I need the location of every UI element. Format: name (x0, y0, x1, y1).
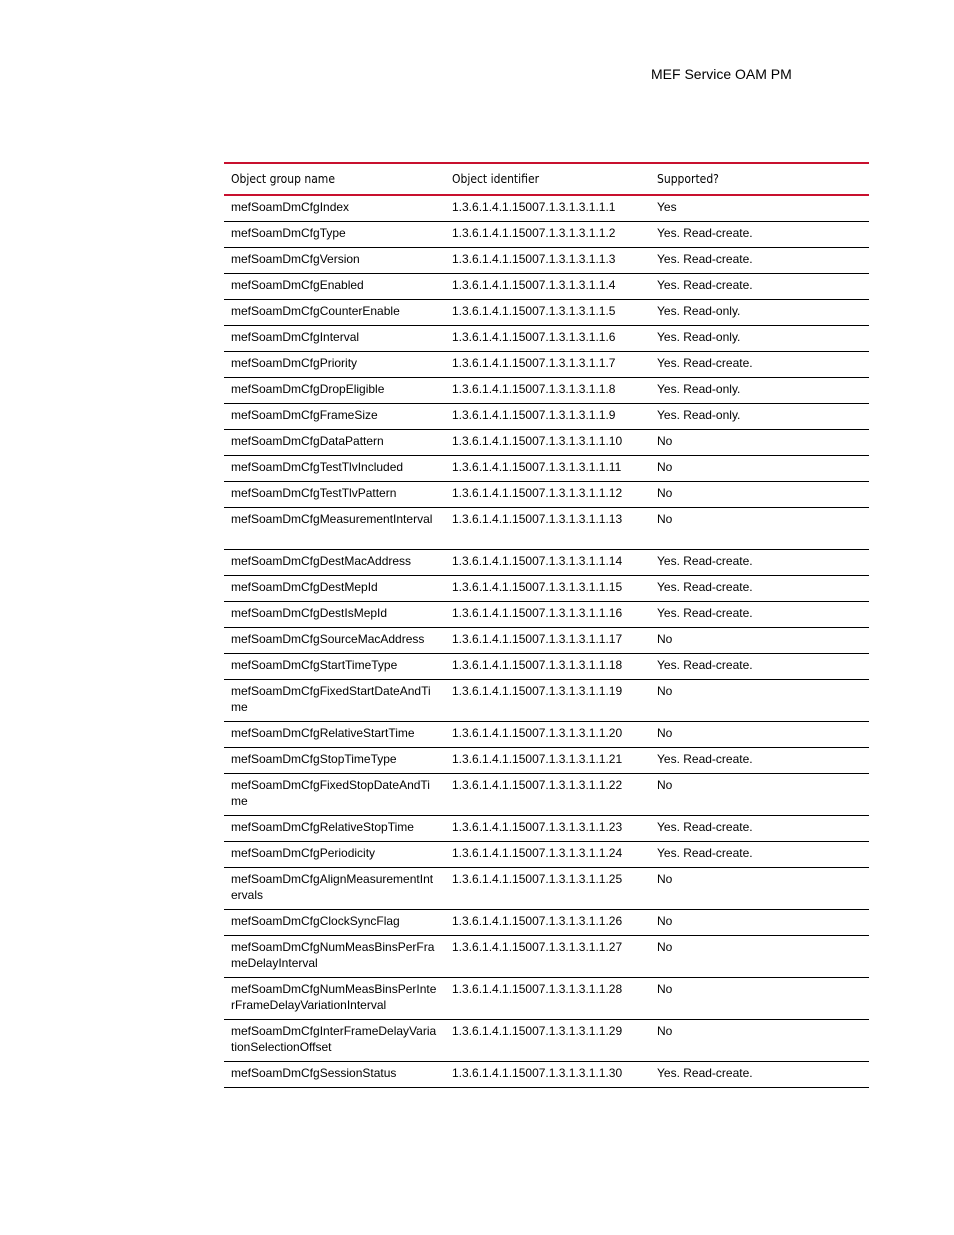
object-group-name-cell: mefSoamDmCfgMeasurementInterval (224, 508, 445, 550)
object-group-name-cell: mefSoamDmCfgRelativeStopTime (224, 816, 445, 842)
object-identifier-cell: 1.3.6.1.4.1.15007.1.3.1.3.1.1.9 (445, 404, 650, 430)
object-identifier-cell: 1.3.6.1.4.1.15007.1.3.1.3.1.1.17 (445, 628, 650, 654)
object-identifier-cell: 1.3.6.1.4.1.15007.1.3.1.3.1.1.29 (445, 1020, 650, 1062)
supported-cell: Yes. Read-create. (650, 602, 869, 628)
object-group-name-cell: mefSoamDmCfgFixedStopDateAndTime (224, 774, 445, 816)
supported-cell: Yes. Read-only. (650, 300, 869, 326)
column-header-supported: Supported? (650, 163, 869, 195)
object-identifier-cell: 1.3.6.1.4.1.15007.1.3.1.3.1.1.13 (445, 508, 650, 550)
object-group-name-cell: mefSoamDmCfgCounterEnable (224, 300, 445, 326)
object-identifier-cell: 1.3.6.1.4.1.15007.1.3.1.3.1.1.19 (445, 680, 650, 722)
column-header-object-identifier: Object identifier (445, 163, 650, 195)
object-identifier-cell: 1.3.6.1.4.1.15007.1.3.1.3.1.1.2 (445, 222, 650, 248)
table-row (224, 378, 869, 404)
object-group-name-cell: mefSoamDmCfgEnabled (224, 274, 445, 300)
supported-cell: Yes. Read-create. (650, 1062, 869, 1088)
supported-cell: Yes. Read-create. (650, 274, 869, 300)
object-group-name-cell: mefSoamDmCfgClockSyncFlag (224, 910, 445, 936)
supported-cell: No (650, 978, 869, 1020)
object-identifier-cell: 1.3.6.1.4.1.15007.1.3.1.3.1.1.28 (445, 978, 650, 1020)
supported-cell: No (650, 430, 869, 456)
supported-cell: Yes. Read-create. (650, 222, 869, 248)
supported-cell: No (650, 722, 869, 748)
table-row (224, 430, 869, 456)
object-identifier-cell: 1.3.6.1.4.1.15007.1.3.1.3.1.1.11 (445, 456, 650, 482)
object-identifier-cell: 1.3.6.1.4.1.15007.1.3.1.3.1.1.25 (445, 868, 650, 910)
supported-cell: No (650, 868, 869, 910)
object-group-name-cell: mefSoamDmCfgFixedStartDateAndTime (224, 680, 445, 722)
object-identifier-cell: 1.3.6.1.4.1.15007.1.3.1.3.1.1.12 (445, 482, 650, 508)
supported-cell: No (650, 1020, 869, 1062)
object-identifier-cell: 1.3.6.1.4.1.15007.1.3.1.3.1.1.7 (445, 352, 650, 378)
table-row (224, 248, 869, 274)
mib-object-table (224, 162, 869, 1088)
object-identifier-cell: 1.3.6.1.4.1.15007.1.3.1.3.1.1.21 (445, 748, 650, 774)
supported-cell: Yes (650, 195, 869, 222)
object-identifier-cell: 1.3.6.1.4.1.15007.1.3.1.3.1.1.18 (445, 654, 650, 680)
table-row (224, 1062, 869, 1088)
table-row (224, 550, 869, 576)
supported-cell: Yes. Read-only. (650, 404, 869, 430)
table-row (224, 300, 869, 326)
table-row (224, 816, 869, 842)
object-identifier-cell: 1.3.6.1.4.1.15007.1.3.1.3.1.1.4 (445, 274, 650, 300)
supported-cell: Yes. Read-create. (650, 352, 869, 378)
supported-cell: Yes. Read-create. (650, 248, 869, 274)
object-identifier-cell: 1.3.6.1.4.1.15007.1.3.1.3.1.1.1 (445, 195, 650, 222)
supported-cell: Yes. Read-create. (650, 550, 869, 576)
table-row (224, 326, 869, 352)
table-row (224, 978, 869, 1020)
object-identifier-cell: 1.3.6.1.4.1.15007.1.3.1.3.1.1.20 (445, 722, 650, 748)
supported-cell: Yes. Read-create. (650, 576, 869, 602)
object-group-name-cell: mefSoamDmCfgTestTlvIncluded (224, 456, 445, 482)
object-group-name-cell: mefSoamDmCfgDataPattern (224, 430, 445, 456)
table-row (224, 628, 869, 654)
object-group-name-cell: mefSoamDmCfgAlignMeasurementIntervals (224, 868, 445, 910)
table-row (224, 456, 869, 482)
supported-cell: Yes. Read-create. (650, 816, 869, 842)
object-group-name-cell: mefSoamDmCfgStopTimeType (224, 748, 445, 774)
object-identifier-cell: 1.3.6.1.4.1.15007.1.3.1.3.1.1.6 (445, 326, 650, 352)
object-identifier-cell: 1.3.6.1.4.1.15007.1.3.1.3.1.1.27 (445, 936, 650, 978)
object-identifier-cell: 1.3.6.1.4.1.15007.1.3.1.3.1.1.3 (445, 248, 650, 274)
table-row (224, 482, 869, 508)
supported-cell: No (650, 936, 869, 978)
object-group-name-cell: mefSoamDmCfgDestMacAddress (224, 550, 445, 576)
object-group-name-cell: mefSoamDmCfgTestTlvPattern (224, 482, 445, 508)
table-row (224, 842, 869, 868)
table-row (224, 404, 869, 430)
supported-cell: No (650, 680, 869, 722)
object-identifier-cell: 1.3.6.1.4.1.15007.1.3.1.3.1.1.30 (445, 1062, 650, 1088)
object-identifier-cell: 1.3.6.1.4.1.15007.1.3.1.3.1.1.16 (445, 602, 650, 628)
object-group-name-cell: mefSoamDmCfgSourceMacAddress (224, 628, 445, 654)
table-row (224, 654, 869, 680)
object-identifier-cell: 1.3.6.1.4.1.15007.1.3.1.3.1.1.26 (445, 910, 650, 936)
object-group-name-cell: mefSoamDmCfgDestMepId (224, 576, 445, 602)
table-row (224, 936, 869, 978)
table-row (224, 508, 869, 550)
object-identifier-cell: 1.3.6.1.4.1.15007.1.3.1.3.1.1.22 (445, 774, 650, 816)
object-group-name-cell: mefSoamDmCfgStartTimeType (224, 654, 445, 680)
supported-cell: Yes. Read-create. (650, 842, 869, 868)
table-body (224, 195, 869, 1088)
table-row (224, 274, 869, 300)
object-group-name-cell: mefSoamDmCfgFrameSize (224, 404, 445, 430)
object-group-name-cell: mefSoamDmCfgNumMeasBinsPerFrameDelayInterval (224, 936, 445, 978)
table-row (224, 1020, 869, 1062)
object-identifier-cell: 1.3.6.1.4.1.15007.1.3.1.3.1.1.8 (445, 378, 650, 404)
object-group-name-cell: mefSoamDmCfgVersion (224, 248, 445, 274)
table-row (224, 868, 869, 910)
object-group-name-cell: mefSoamDmCfgType (224, 222, 445, 248)
object-identifier-cell: 1.3.6.1.4.1.15007.1.3.1.3.1.1.10 (445, 430, 650, 456)
running-header-title: MEF Service OAM PM (651, 66, 792, 82)
object-group-name-cell: mefSoamDmCfgInterFrameDelayVariationSelectionOffset (224, 1020, 445, 1062)
column-header-object-group-name: Object group name (224, 163, 445, 195)
table-row (224, 722, 869, 748)
object-group-name-cell: mefSoamDmCfgDropEligible (224, 378, 445, 404)
supported-cell: No (650, 774, 869, 816)
supported-cell: Yes. Read-only. (650, 326, 869, 352)
object-identifier-cell: 1.3.6.1.4.1.15007.1.3.1.3.1.1.24 (445, 842, 650, 868)
table-row (224, 195, 869, 222)
object-group-name-cell: mefSoamDmCfgPeriodicity (224, 842, 445, 868)
table-row (224, 910, 869, 936)
object-group-name-cell: mefSoamDmCfgNumMeasBinsPerInterFrameDelayVariationInterval (224, 978, 445, 1020)
table-row (224, 222, 869, 248)
supported-cell: No (650, 482, 869, 508)
object-group-name-cell: mefSoamDmCfgRelativeStartTime (224, 722, 445, 748)
object-group-name-cell: mefSoamDmCfgSessionStatus (224, 1062, 445, 1088)
object-group-name-cell: mefSoamDmCfgIndex (224, 195, 445, 222)
supported-cell: No (650, 628, 869, 654)
table-row (224, 602, 869, 628)
object-identifier-cell: 1.3.6.1.4.1.15007.1.3.1.3.1.1.5 (445, 300, 650, 326)
table-row (224, 576, 869, 602)
supported-cell: No (650, 508, 869, 550)
object-group-name-cell: mefSoamDmCfgPriority (224, 352, 445, 378)
table-row (224, 680, 869, 722)
supported-cell: No (650, 910, 869, 936)
object-group-name-cell: mefSoamDmCfgInterval (224, 326, 445, 352)
object-identifier-cell: 1.3.6.1.4.1.15007.1.3.1.3.1.1.14 (445, 550, 650, 576)
table-header-row (224, 163, 869, 195)
supported-cell: Yes. Read-create. (650, 748, 869, 774)
supported-cell: No (650, 456, 869, 482)
table-row (224, 774, 869, 816)
object-group-name-cell: mefSoamDmCfgDestIsMepId (224, 602, 445, 628)
supported-cell: Yes. Read-create. (650, 654, 869, 680)
table-row (224, 748, 869, 774)
object-identifier-cell: 1.3.6.1.4.1.15007.1.3.1.3.1.1.23 (445, 816, 650, 842)
supported-cell: Yes. Read-only. (650, 378, 869, 404)
table-row (224, 352, 869, 378)
object-identifier-cell: 1.3.6.1.4.1.15007.1.3.1.3.1.1.15 (445, 576, 650, 602)
